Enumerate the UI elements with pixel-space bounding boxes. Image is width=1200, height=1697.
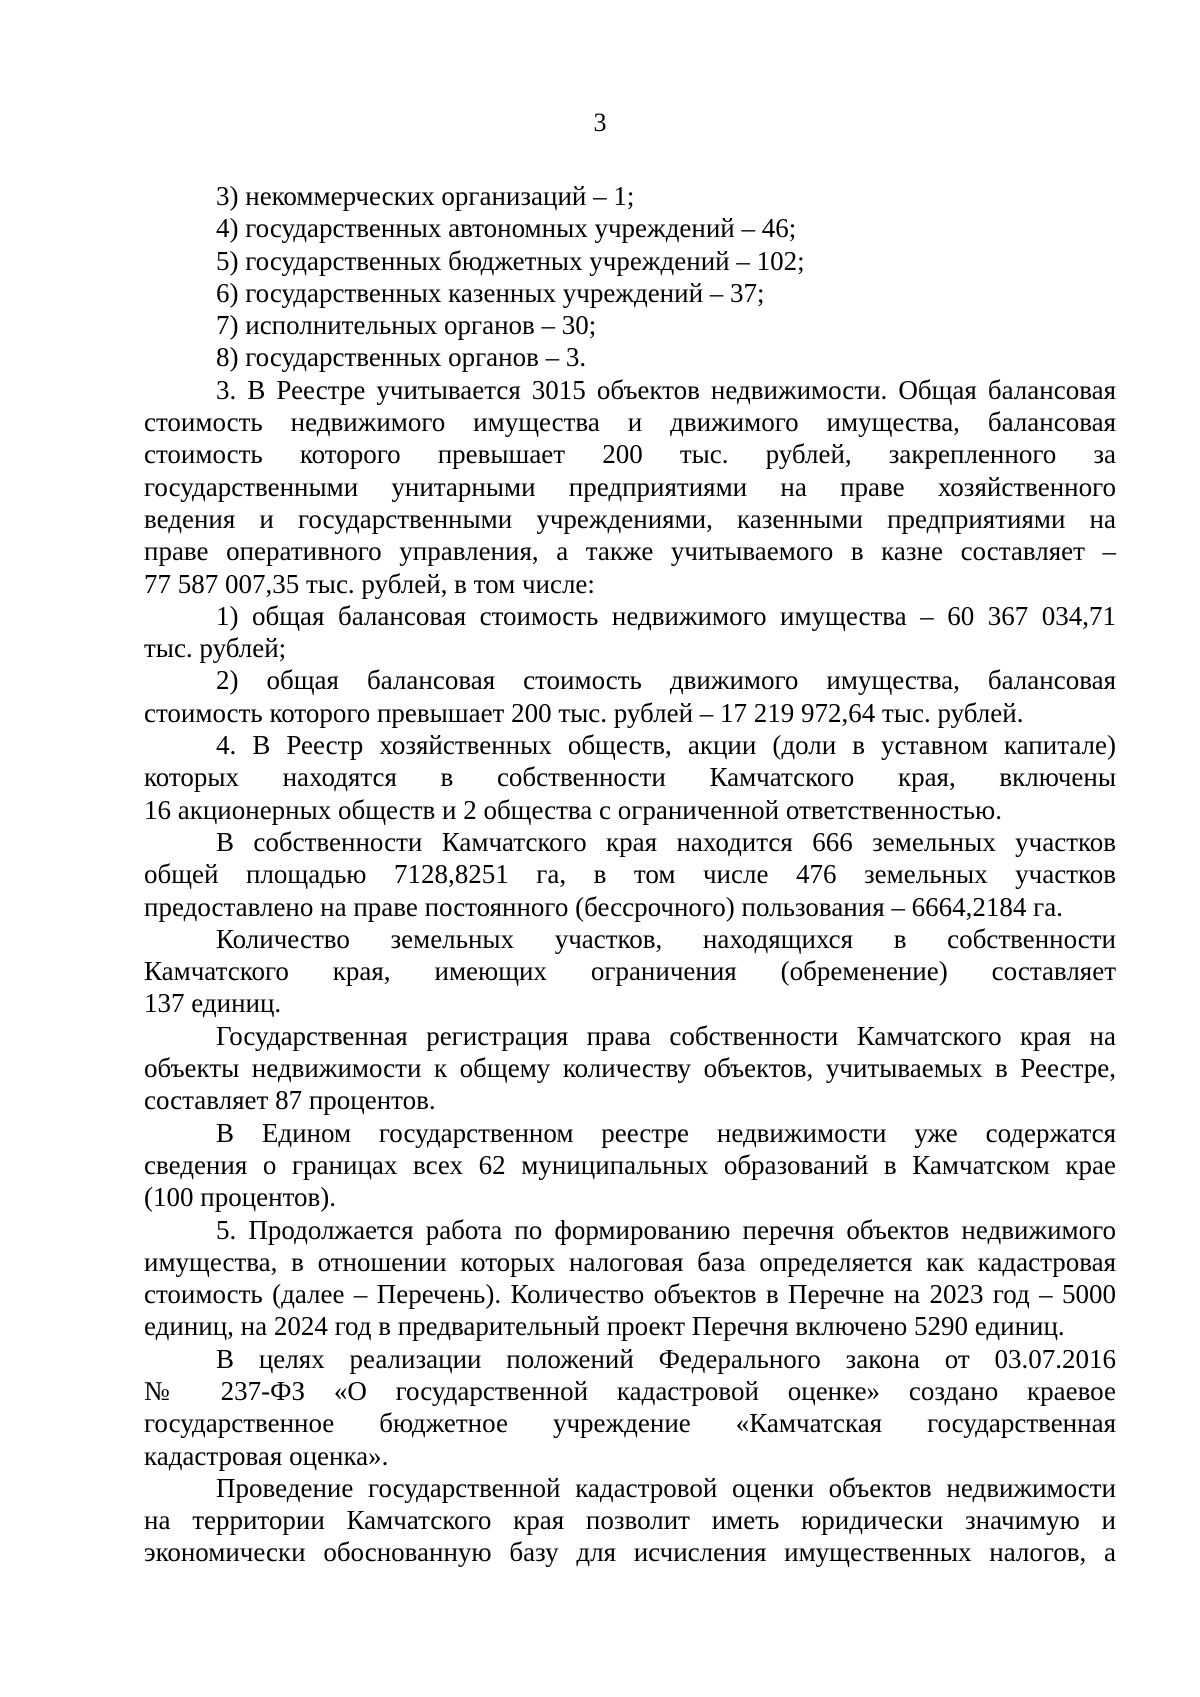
text-line: 3. В Реестре учитывается 3015 объектов недвижимости. Общая балансовая	[216, 374, 1116, 405]
text-line: Камчатского края, имеющих ограничения (обременение) составляет	[144, 956, 1116, 987]
text-line: 1) общая балансовая стоимость недвижимого имущества – 60 367 034,71	[216, 600, 1116, 631]
text-line: государственное бюджетное учреждение «Камчатская государственная	[144, 1408, 1116, 1439]
text-line: 2) общая балансовая стоимость движимого имущества, балансовая	[216, 665, 1116, 696]
text-line: единиц, на 2024 год в предварительный проект Перечня включено 5290 единиц.	[144, 1311, 1065, 1342]
text-line: В собственности Камчатского края находится 666 земельных участков	[216, 826, 1116, 857]
page-number: 3	[593, 108, 607, 137]
text-line: общей площадью 7128,8251 га, в том числе 476 земельных участков	[144, 859, 1116, 890]
text-line: Государственная регистрация права собственности Камчатского края на	[216, 1020, 1116, 1051]
text-line: праве оперативного управления, а также учитываемого в казне составляет –	[144, 536, 1116, 567]
text-line: (100 процентов).	[144, 1182, 337, 1213]
text-line: 4) государственных автономных учреждений – 46;	[216, 213, 797, 244]
text-line: экономически обоснованную базу для исчисления имущественных налогов, а	[144, 1537, 1116, 1568]
text-line: 3) некоммерческих организаций – 1;	[216, 181, 635, 211]
text-line: 4. В Реестр хозяйственных обществ, акции (доли в уставном капитале)	[216, 730, 1116, 761]
text-line: кадастровая оценка».	[144, 1440, 389, 1471]
text-line: 77 587 007,35 тыс. рублей, в том числе:	[144, 568, 595, 599]
text-line: объекты недвижимости к общему количеству объектов, учитываемых в Реестре,	[144, 1053, 1116, 1084]
text-line: государственными унитарными предприятиями на праве хозяйственного	[144, 471, 1116, 502]
text-line: ведения и государственными учреждениями, казенными предприятиями на	[144, 503, 1116, 534]
text-line: которых находятся в собственности Камчатского края, включены	[144, 762, 1116, 793]
text-line: 7) исполнительных органов – 30;	[216, 310, 597, 341]
text-line: 5. Продолжается работа по формированию перечня объектов недвижимого	[216, 1214, 1116, 1245]
text-line: 16 акционерных обществ и 2 общества с ограниченной ответственностью.	[144, 794, 1002, 825]
document-body	[144, 180, 1116, 1569]
text-line: В целях реализации положений Федерального закона от 03.07.2016	[216, 1343, 1116, 1374]
text-line: В Едином государственном реестре недвижимости уже содержатся	[216, 1117, 1116, 1148]
text-line: стоимость (далее – Перечень). Количество объектов в Перечне на 2023 год – 5000	[144, 1279, 1116, 1310]
text-line: № 237-ФЗ «О государственной кадастровой оценке» создано краевое	[144, 1375, 1116, 1406]
text-line: стоимость которого превышает 200 тыс. рублей, закрепленного за	[144, 439, 1116, 470]
text-line: сведения о границах всех 62 муниципальных образований в Камчатском крае	[144, 1149, 1116, 1180]
text-line: 8) государственных органов – 3.	[216, 342, 587, 373]
text-line: составляет 87 процентов.	[144, 1085, 436, 1116]
text-line: стоимость которого превышает 200 тыс. рублей – 17 219 972,64 тыс. рублей.	[144, 697, 1024, 728]
text-line: 5) государственных бюджетных учреждений – 102;	[216, 245, 805, 276]
text-line: Проведение государственной кадастровой оценки объектов недвижимости	[216, 1472, 1116, 1503]
text-line: тыс. рублей;	[144, 633, 287, 664]
text-line: стоимость недвижимого имущества и движимого имущества, балансовая	[144, 407, 1116, 438]
text-line: Количество земельных участков, находящихся в собственности	[216, 923, 1116, 954]
text-line: имущества, в отношении которых налоговая база определяется как кадастровая	[144, 1246, 1116, 1277]
text-line: 6) государственных казенных учреждений – 37;	[216, 277, 765, 308]
text-line: 137 единиц.	[144, 988, 282, 1019]
text-line: на территории Камчатского края позволит иметь юридически значимую и	[144, 1505, 1116, 1536]
text-line: предоставлено на праве постоянного (бессрочного) пользования – 6664,2184 га.	[144, 891, 1063, 922]
